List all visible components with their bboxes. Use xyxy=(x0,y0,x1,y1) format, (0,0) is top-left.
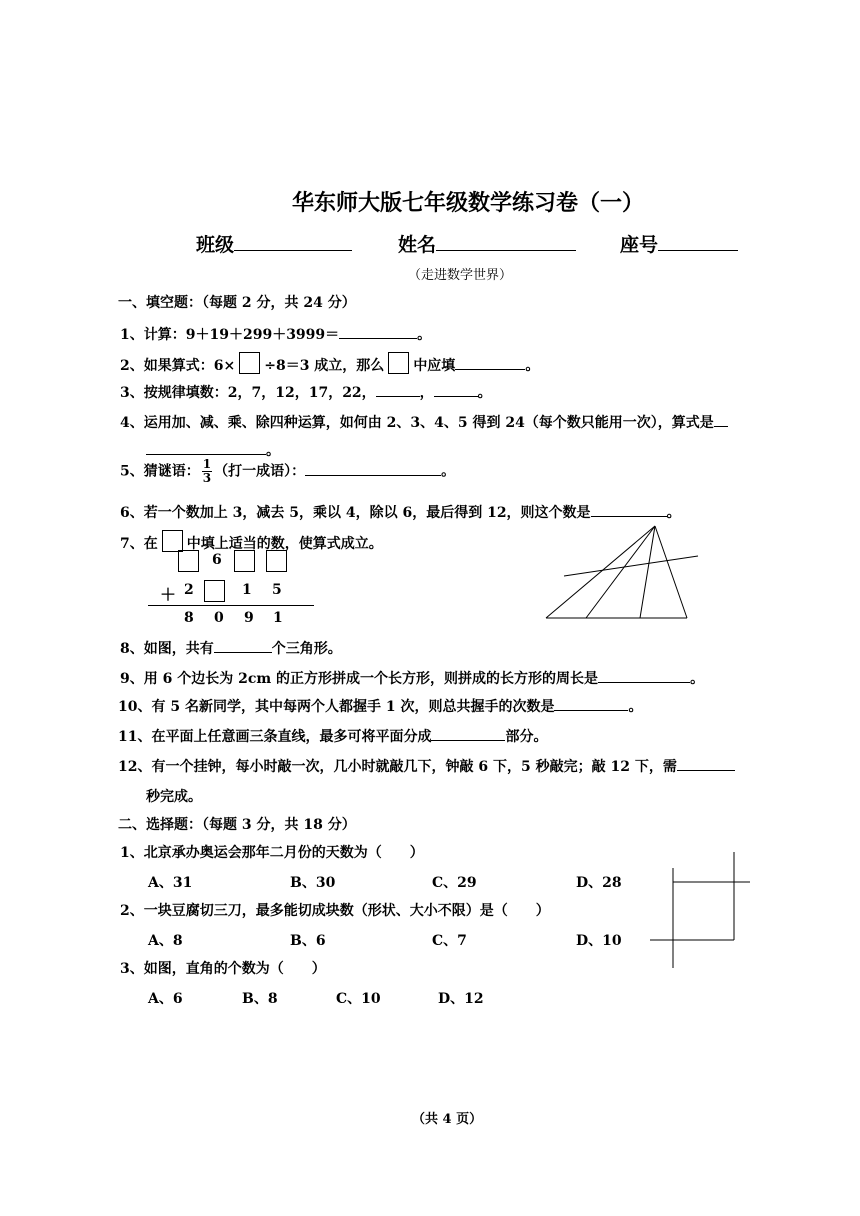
fraction-one-third: $\frac{1}{3}$ xyxy=(202,457,212,485)
answer-blank[interactable] xyxy=(434,382,478,397)
question-1-1: 1、计算：9＋19＋299＋3999＝ 。 xyxy=(120,324,431,344)
question-1-6: 6、若一个数加上 3，减去 5，乘以 4，除以 6，最后得到 12，则这个数是 。 xyxy=(120,502,681,522)
option[interactable]: B、8 xyxy=(242,991,278,1007)
seat-label: 座号 xyxy=(620,234,659,256)
question-1-8: 8、如图，共有 个三角形。 xyxy=(120,638,342,658)
name-blank[interactable] xyxy=(436,236,576,251)
class-blank[interactable] xyxy=(234,236,352,251)
name-label: 姓名 xyxy=(398,234,437,256)
option[interactable]: D、10 xyxy=(576,933,622,949)
option[interactable]: D、28 xyxy=(576,875,622,891)
sum-line xyxy=(148,605,314,606)
question-2-1: 1、北京承办奥运会那年二月份的天数为（ ） xyxy=(120,845,424,861)
question-2-2: 2、一块豆腐切三刀，最多能切成块数（形状、大小不限）是（ ） xyxy=(120,903,550,919)
question-1-3: 3、按规律填数：2，7，12，17，22， ， 。 xyxy=(120,382,492,402)
option[interactable]: A、8 xyxy=(148,933,183,949)
plus-sign: ＋ xyxy=(160,585,177,604)
answer-blank[interactable] xyxy=(714,412,728,427)
empty-box xyxy=(239,352,260,374)
right-angle-figure xyxy=(648,850,754,970)
result-digit: 1 xyxy=(273,610,283,626)
seat-blank[interactable] xyxy=(658,236,738,251)
answer-blank[interactable] xyxy=(146,440,266,455)
question-1-10: 10、有 5 名新同学，其中每两个人都握手 1 次，则总共握手的次数是 。 xyxy=(118,696,642,716)
answer-blank[interactable] xyxy=(376,382,420,397)
answer-blank[interactable] xyxy=(598,668,690,683)
question-1-2: 2、如果算式：6× ÷8＝3 成立，那么 中应填 。 xyxy=(120,352,539,375)
question-1-4-cont: 。 xyxy=(146,440,280,460)
empty-box xyxy=(388,352,409,374)
option[interactable]: B、6 xyxy=(290,933,326,949)
section2-heading: 二、选择题：（每题 3 分，共 18 分） xyxy=(118,817,356,833)
digit: 1 xyxy=(242,582,252,598)
seat-field xyxy=(620,230,738,257)
option[interactable]: C、7 xyxy=(432,933,467,949)
class-label: 班级 xyxy=(196,234,235,256)
page-footer: （共 4 页） xyxy=(412,1112,483,1127)
option[interactable]: C、10 xyxy=(336,991,381,1007)
answer-blank[interactable] xyxy=(305,461,441,476)
result-digit: 8 xyxy=(184,610,194,626)
question-1-7: 7、在 中填上适当的数，使算式成立。 xyxy=(120,530,383,553)
question-1-11: 11、在平面上任意画三条直线，最多可将平面分成 部分。 xyxy=(118,726,547,746)
triangle-figure xyxy=(540,520,710,624)
subtitle: （走进数学世界） xyxy=(408,268,513,283)
digit: 6 xyxy=(212,552,222,568)
answer-blank[interactable] xyxy=(214,638,272,653)
option[interactable]: A、31 xyxy=(148,875,193,891)
empty-box xyxy=(234,550,255,572)
answer-blank[interactable] xyxy=(431,726,505,741)
empty-box xyxy=(162,530,183,552)
option[interactable]: C、29 xyxy=(432,875,477,891)
digit: 2 xyxy=(184,582,194,598)
class-field xyxy=(196,230,352,257)
answer-blank[interactable] xyxy=(455,355,525,370)
empty-box xyxy=(204,580,225,602)
question-1-9: 9、用 6 个边长为 2cm 的正方形拼成一个长方形，则拼成的长方形的周长是 。 xyxy=(120,668,704,688)
result-digit: 0 xyxy=(214,610,224,626)
answer-blank[interactable] xyxy=(554,696,628,711)
question-1-5: 5、猜谜语： $\frac{1}{3}$ （打一成语）： 。 xyxy=(120,457,456,485)
page-title: 华东师大版七年级数学练习卷（一） xyxy=(292,191,645,216)
option[interactable]: D、12 xyxy=(438,991,484,1007)
question-2-3: 3、如图，直角的个数为（ ） xyxy=(120,961,326,977)
empty-box xyxy=(178,550,199,572)
section1-heading: 一、填空题：（每题 2 分，共 24 分） xyxy=(118,295,356,311)
result-digit: 9 xyxy=(244,610,254,626)
question-1-12-cont: 秒完成。 xyxy=(146,789,202,805)
empty-box xyxy=(266,550,287,572)
digit: 5 xyxy=(272,582,282,598)
answer-blank[interactable] xyxy=(339,324,417,339)
option[interactable]: A、6 xyxy=(148,991,183,1007)
question-1-4: 4、运用加、减、乘、除四种运算，如何由 2、3、4、5 得到 24（每个数只能用一次），算式是 xyxy=(120,412,728,432)
question-1-12: 12、有一个挂钟，每小时敲一次，几小时就敲几下，钟敲 6 下，5 秒敲完；敲 12 下，需 xyxy=(118,756,735,776)
answer-blank[interactable] xyxy=(591,502,667,517)
name-field xyxy=(398,230,576,257)
option[interactable]: B、30 xyxy=(290,875,336,891)
answer-blank[interactable] xyxy=(677,756,735,771)
